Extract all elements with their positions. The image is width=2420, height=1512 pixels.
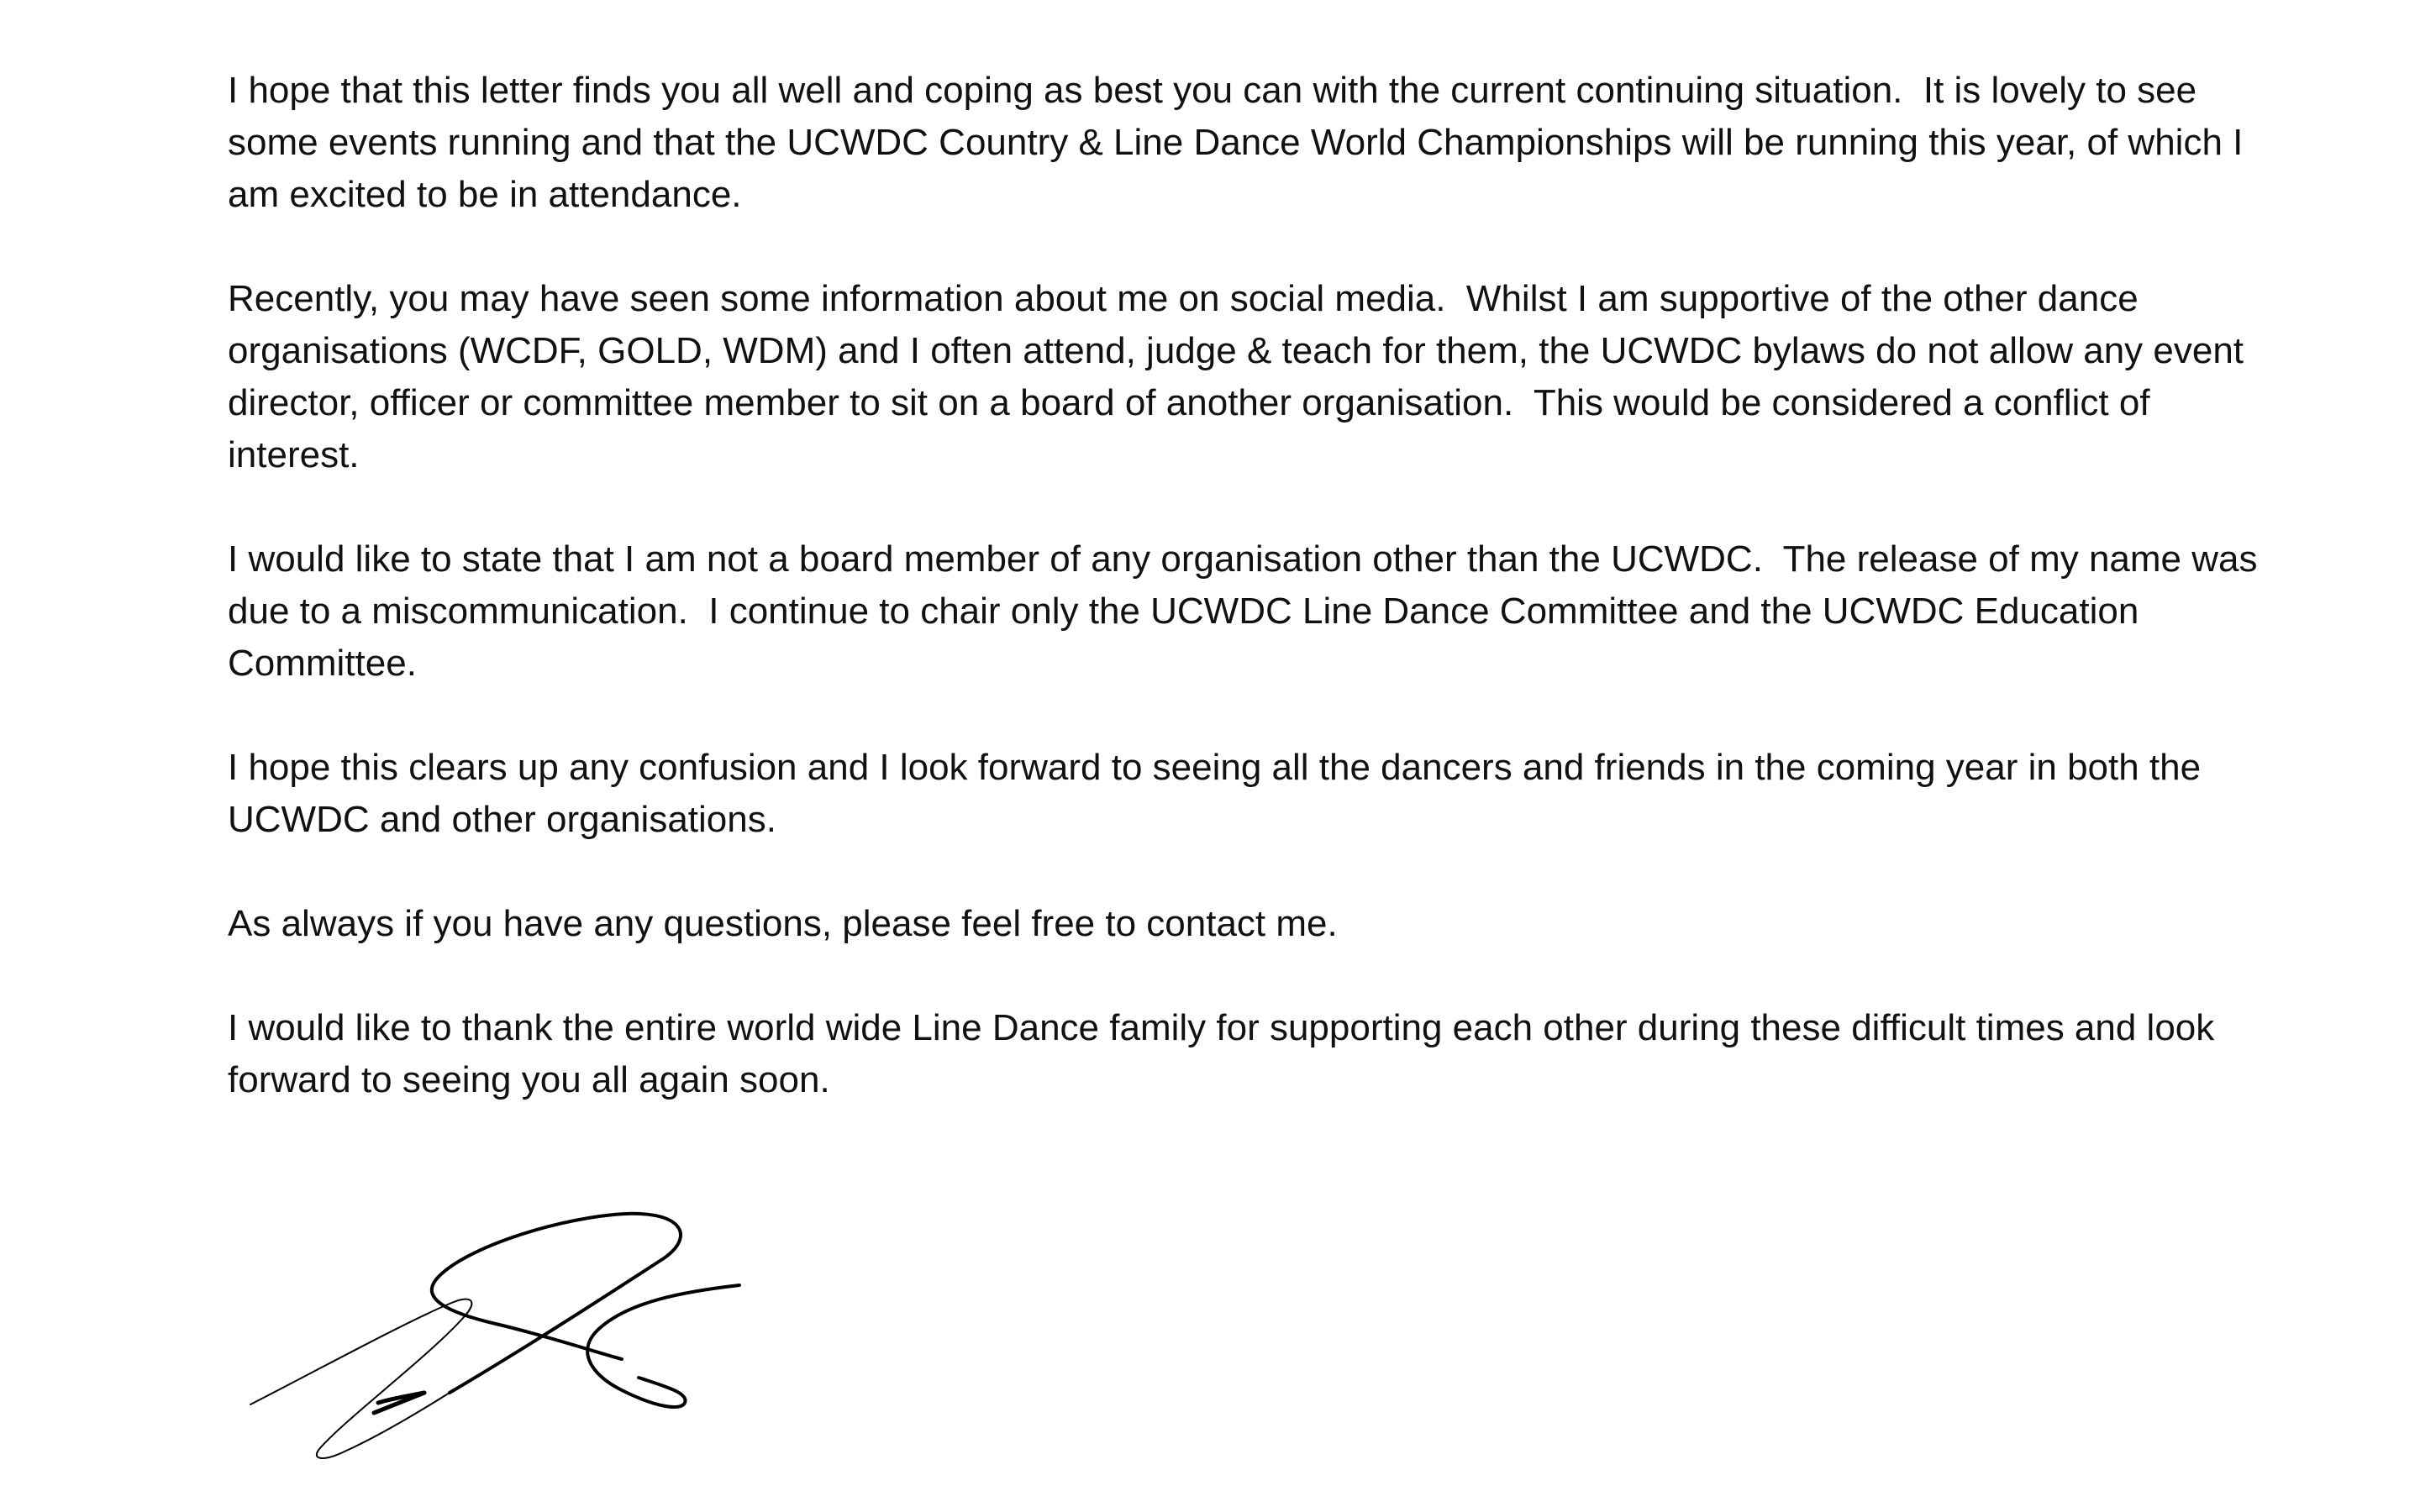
signature-stroke-s-curve [587,1285,739,1407]
paragraph-greeting: I hope that this letter finds you all well and coping as best you can with the current continuing situation. It is lovely to see some events running and that the UCWDC Country & Line Dance World Championships will be running this year, of which I am excited to be in attendance. [228,70,2254,215]
signature-stroke-flourish [374,1393,424,1413]
signature-stroke-leadin [250,1299,471,1458]
handwritten-signature [244,1210,748,1478]
paragraph-clarification: I hope this clears up any confusion and I look forward to seeing all the dancers and friends in the coming year in both the UCWDC and other organisations. [228,747,2212,840]
paragraph-thanks: I would like to thank the entire world wide Line Dance family for supporting each other during these difficult times and look forward to seeing you all again soon. [228,1007,2225,1100]
letter-body [228,65,2268,1158]
paragraph-social-media: Recently, you may have seen some information about me on social media. Whilst I am supportive of the other dance organisations (WCDF, GOLD, WDM) and I often attend, judge & teach for them, the UCWDC bylaws do not allow any event director, officer or committee member to sit on a board of another organisation. This would be considered a conflict of interest. [228,278,2254,475]
paragraph-board-statement: I would like to state that I am not a board member of any organisation other than the UCWDC. The release of my name was due to a miscommunication. I continue to chair only the UCWDC Line Dance Committee and the UCWDC Education Committee. [228,538,2268,684]
paragraph-contact: As always if you have any questions, please feel free to contact me. [228,903,1338,944]
